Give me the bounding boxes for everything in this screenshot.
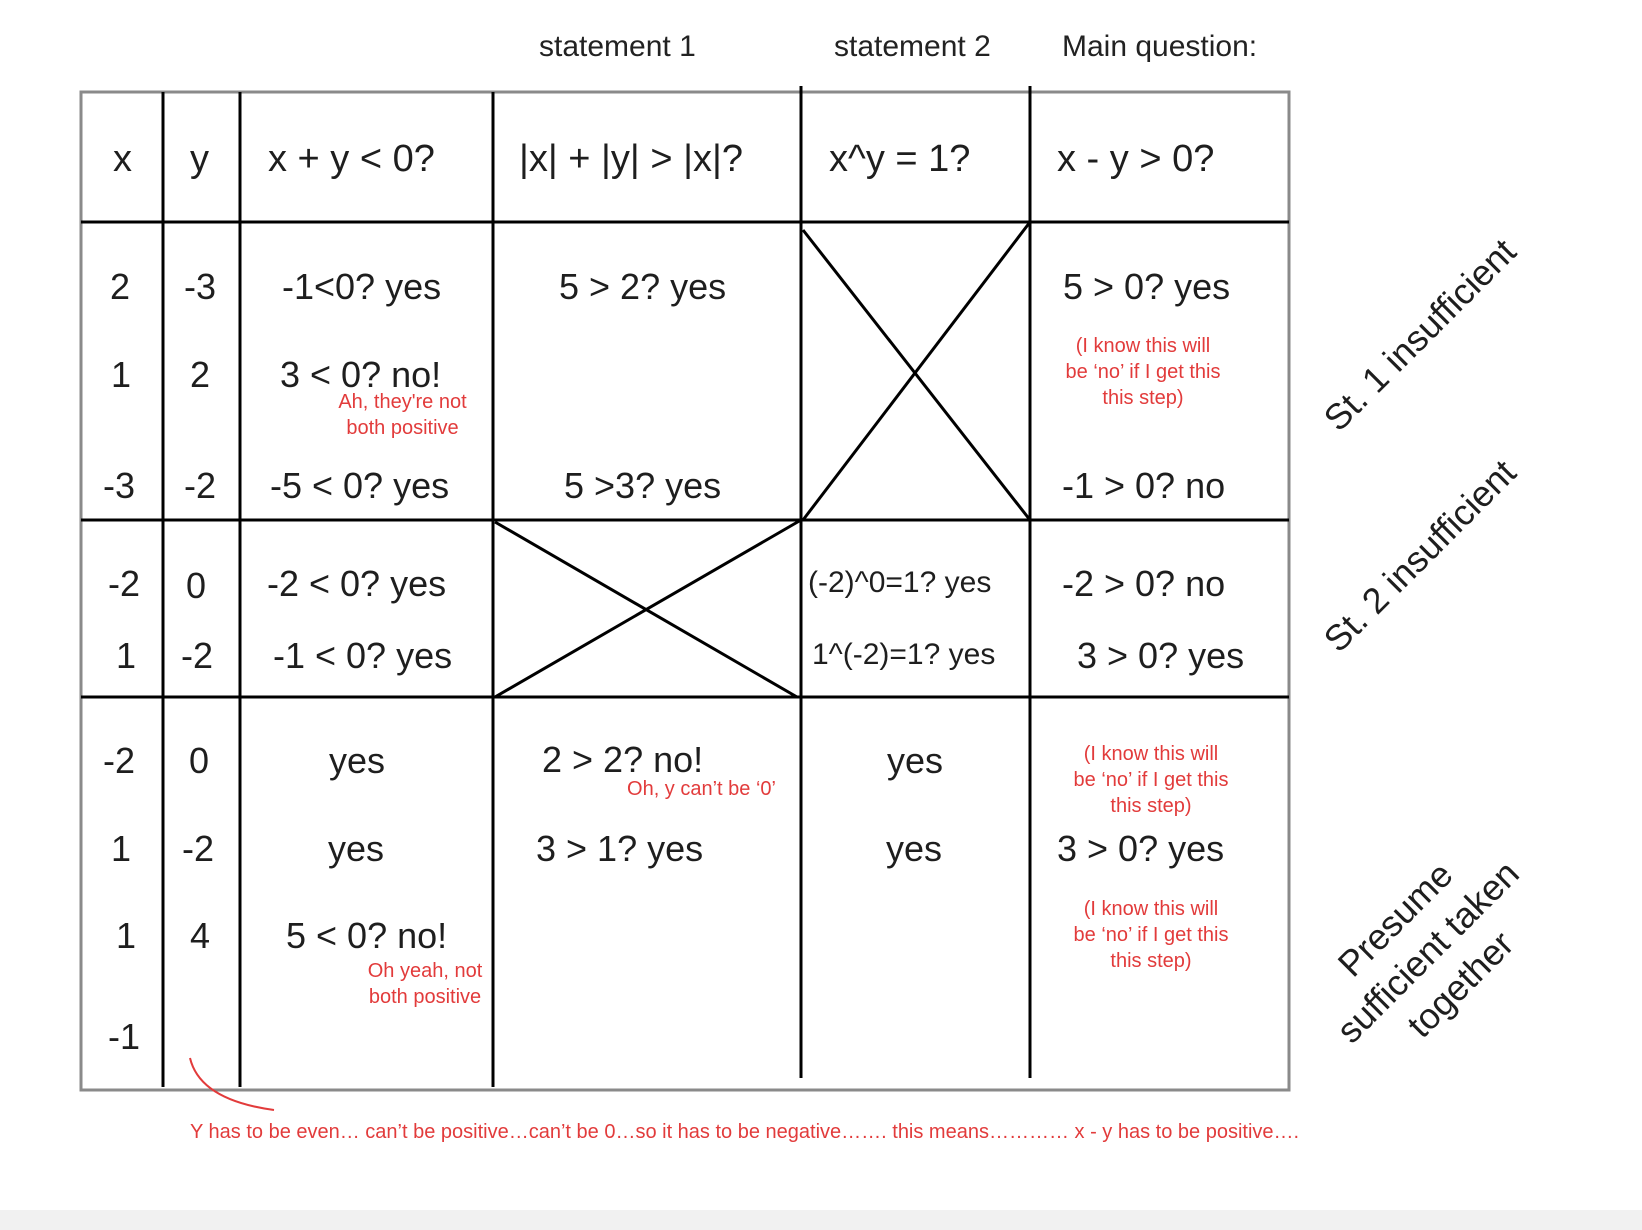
s2-r2-y: -2	[181, 635, 214, 676]
s3-r1-abs: 2 > 2? no!	[542, 739, 704, 780]
s3-r3-sum: 5 < 0? no!	[286, 915, 448, 956]
s1-r2-sum: 3 < 0? no!	[280, 354, 442, 395]
s1-r3-abs: 5 >3? yes	[564, 465, 722, 506]
s3-r1-x: -2	[103, 740, 136, 781]
s3-r2-diff: 3 > 0? yes	[1057, 828, 1225, 869]
s2-r1-x: -2	[108, 563, 141, 604]
s1-r2-x: 1	[111, 354, 132, 395]
s3-note-diff-2: (I know this will be ‘no’ if I get this this step)	[1073, 898, 1229, 972]
s2-r1-diff: -2 > 0? no	[1062, 563, 1226, 604]
s3-r2-x: 1	[111, 828, 132, 869]
annotation-arc	[190, 1058, 274, 1110]
s2-r1-y: 0	[186, 565, 207, 606]
side-label-st2: St. 2 insufficient	[1315, 451, 1524, 660]
s2-r1-pow: (-2)^0=1? yes	[808, 566, 992, 599]
s1-r1-diff: 5 > 0? yes	[1063, 266, 1231, 307]
s3-note-abs: Oh, y can’t be ‘0’	[627, 778, 776, 800]
s1-r1-sum: -1<0? yes	[282, 266, 442, 307]
main-question-label: Main question:	[1062, 30, 1258, 63]
statement2-label: statement 2	[834, 30, 991, 63]
header-y: y	[190, 138, 209, 180]
s2-r2-pow: 1^(-2)=1? yes	[812, 638, 996, 671]
s1-r3-x: -3	[103, 465, 136, 506]
header-sum: x + y < 0?	[268, 138, 435, 180]
header-pow: x^y = 1?	[829, 138, 971, 180]
s3-r3-x: 1	[116, 915, 137, 956]
s3-r1-y: 0	[189, 740, 210, 781]
s3-r1-pow: yes	[887, 740, 944, 781]
s1-r1-x: 2	[110, 266, 131, 307]
s1-r3-diff: -1 > 0? no	[1062, 465, 1226, 506]
s3-r2-abs: 3 > 1? yes	[536, 828, 704, 869]
s3-r2-pow: yes	[886, 828, 943, 869]
cross-out-stroke	[495, 520, 801, 697]
s2-r2-x: 1	[116, 635, 137, 676]
header-abs: |x| + |y| > |x|?	[519, 138, 743, 180]
statement1-label: statement 1	[539, 30, 696, 63]
s3-r3-y: 4	[190, 915, 211, 956]
side-label-together: Presume sufficient taken together	[1328, 852, 1527, 1051]
s3-note-sum: Oh yeah, not both positive	[367, 960, 483, 1008]
s1-r1-abs: 5 > 2? yes	[559, 266, 727, 307]
s1-note-diff: (I know this will be ‘no’ if I get this this step)	[1065, 335, 1221, 409]
s3-r2-sum: yes	[328, 828, 385, 869]
s2-r1-sum: -2 < 0? yes	[267, 563, 447, 604]
s1-r3-sum: -5 < 0? yes	[270, 465, 450, 506]
s3-r2-y: -2	[182, 828, 215, 869]
s1-r1-y: -3	[184, 266, 217, 307]
s3-r1-sum: yes	[329, 740, 386, 781]
s3-note-diff-1: (I know this will be ‘no’ if I get this this step)	[1073, 743, 1229, 817]
s3-r4-x: -1	[108, 1016, 141, 1057]
footer-note: Y has to be even… can’t be positive…can’t be 0…so it has to be negative……. this means………… x - y has to be positive….	[190, 1121, 1300, 1143]
s2-r2-sum: -1 < 0? yes	[273, 635, 453, 676]
bottom-strip	[0, 1210, 1642, 1230]
s1-note-sum: Ah, they're not both positive	[338, 391, 467, 439]
s1-r3-y: -2	[184, 465, 217, 506]
header-x: x	[113, 138, 132, 180]
s2-r2-diff: 3 > 0? yes	[1077, 635, 1245, 676]
header-diff: x - y > 0?	[1057, 138, 1215, 180]
s1-r2-y: 2	[190, 354, 211, 395]
side-label-st1: St. 1 insufficient	[1315, 230, 1524, 439]
